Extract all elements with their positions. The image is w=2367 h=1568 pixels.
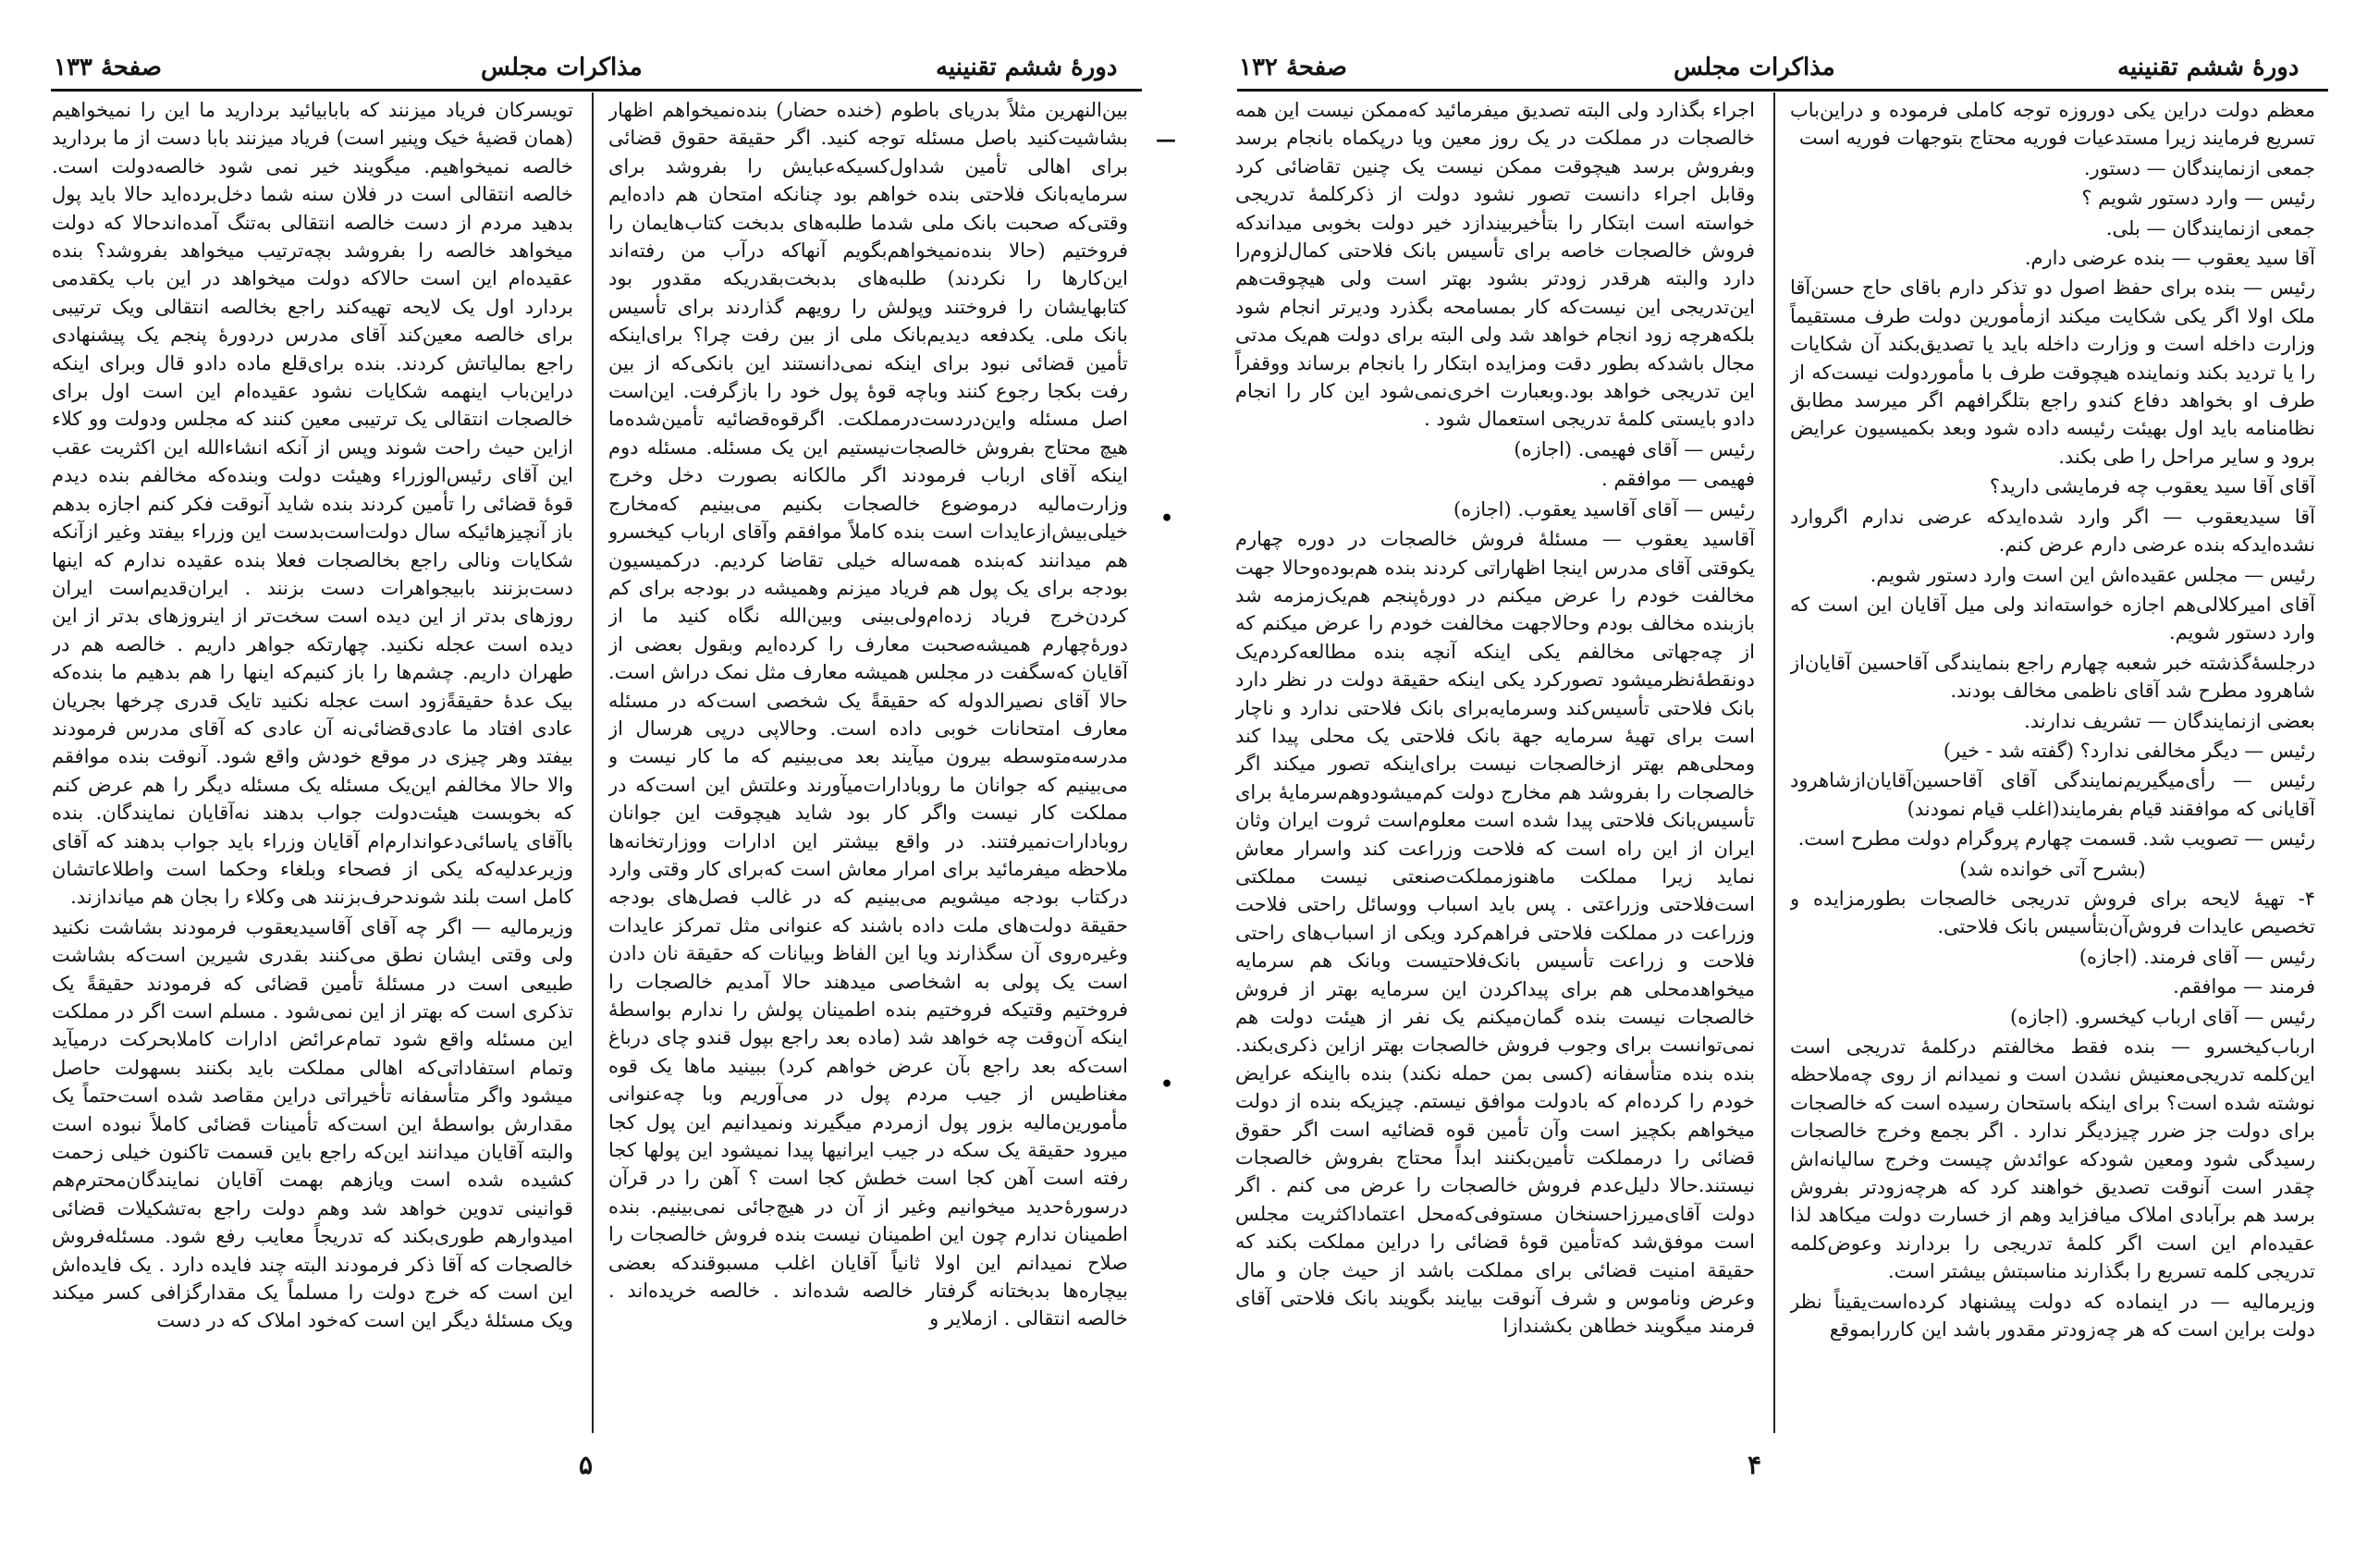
paragraph: درجلسهٔ‌گذشته خبر شعبه چهارم راجع بنمایندگی آقاحسین آقایان‌از شاهرود مطرح شد آقای ناظمی مخالف بودند. — [1790, 651, 2315, 703]
speaker-line: رئیس — دیگر مخالفی ندارد؟ (گفته شد - خیر) — [1943, 739, 2315, 762]
paragraph: ارباب‌کیخسرو — بنده فقط مخالفتم درکلمهٔ تدریجی است این‌کلمه تدریجی‌معنیش نشدن است و نمیدانم از روی چه‌ملاحظه نوشته شده است؟ برای اینکه باستحان رسیده است که خالصجات برای دولت جز ضرر چیزدیگر ندارد . اگر بجمع وخرج خالصجات رسیدگی شود ومعین شودکه عوائدش چیست وخرج سالیانه‌اش چقدر است آنوقت تصدیق خواهند کرد که هرچه‌زودتر بفروش برسد هم برآبادی املاک میافزاید وهم از خسارت دولت میکاهد لذا عقیده‌ام این است اگر کلمهٔ تدریجی را بردارند وعوض‌کلمه تدریجی کلمه تسریع را بگذارند مناسبتش بیشتر است. — [1790, 1035, 2315, 1283]
speaker-line: رئیس — آقای ارباب کیخسرو. (اجازه) — [2010, 1005, 2315, 1028]
speaker-line: رئیس — آقای فرمند. (اجازه) — [2079, 945, 2315, 968]
speaker-line: بعضی ازنمایندگان — تشریف ندارند. — [2024, 709, 2315, 732]
column-left — [52, 96, 573, 1427]
page-number-footer: ۴ — [1748, 1450, 1762, 1480]
paragraph: رئیس — بنده برای حفظ اصول دو تذکر دارم باقای حاج حسن‌آقا ملک اولا اگر یکی شکایت میکند ازمأمورین دولت طرف مستقیماً وزارت داخله است و وزارت داخله باید یا تصدیق‌بکند آن شکایات را یا تردید بکند ونماینده هیچوقت طرف با مأموردولت نیست‌که از طرف او بخواهد دفاع کندو راجع بتلگرافهم اگر میرسد مطابق نظامنامه باید اول بهیئت رئیسه داده شود وبعد بکمیسیون عرایض برود و سایر مراحل را طی بکند. — [1790, 276, 2315, 468]
agenda-item: ۴- تهیهٔ لایحه برای فروش تدریجی خالصجات بطورمزایده و تخصیص عایدات فروش‌آن‌بتأسیس بانک فلاحتی. — [1790, 887, 2315, 938]
page-number-header: صفحهٔ ۱۳۳ — [54, 54, 162, 81]
paragraph: آقاسید یعقوب — مسئلهٔ فروش خالصجات در دوره چهارم یکوقتی آقای مدرس اینجا اظهاراتی کردند بنده هم‌بوده‌وحالا جهت مخالفت خودم را عرض میکنم در دورهٔ‌پنجم هم‌یک‌زمزمه شد بازبنده مخالف بودم وحالاجهت مخالفت خودم را عرض میکنم که از چه‌جهاتی مخالفم یکی اینکه آنچه بنده مطالعه‌کردم‌یک دونقطهٔ‌نظرمیشود تصورکرد یکی اینکه حقیقة دولت در نظر دارد بانک فلاحتی تأسیس‌کند وسرمایه‌برای بانک فلاحتی ندارد و ناچار است برای تهیهٔ سرمایه جهة بانک فلاحتی یک محلی پیدا کند ومحلی‌هم بهتر ازخالصجات نیست برای‌اینکه تصور میکند اگر خالصجات را بفروشد هم مخارج دولت کم‌میشودوهم‌سرمایهٔ برای تأسیس‌بانک فلاحتی پیدا شده است معلوم‌است ثروت ایران وثان ایران از این راه است که فلاحت وزراعت کند واسرار معاش نماید زیرا مملکت ماهنوزمملکت‌صنعتی نیست مملکتی است‌فلاحتی وزراعتی . پس باید اسباب ووسائل راحتی فلاحت وزراعت در مملکت فلاحتی فراهم‌کرد ویکی از اسباب‌های راحتی فلاحت و زراعت تأسیس بانک‌فلاحتیست وبانک هم سرمایه میخواهدمحلی هم برای پیداکردن این سرمایه بهتر از فروش خالصجات نیست بنده گمان‌میکنم یک نفر از هیئت دولت هم نمی‌توانست برای وجوب فروش خالصجات بهتر ازاین ذکری‌بکند. بنده بنده متأسفانه (کسی بمن حمله نکند) بنده بااینکه عرایض خودم را کرده‌ام که بادولت موافق نیستم. چیزیکه بنده از دولت میخواهم بکچیز است وآن تأمین قوه قضائیه است اگر حقوق قضائی را درمملکت تأمین‌بکنند ابداً محتاج بفروش خالصجات نیستند.حالا دلیل‌عدم فروش خالصجات را عرض می کنم . اگر دولت آقای‌میرزاحسنخان مستوفی‌که‌محل اعتماد‌اکثریت مجلس است موفق‌شد که‌تأمین قوهٔ قضائی را دراین مملکت بکند که حقیقة امنیت قضائی برای مملکت باشد از حیث جان و مال وعرض وناموس و شرف آنوقت بیایند بگویند بانک فلاحتی آقای فرمند میگویند خطاهن بکشندازا — [1235, 528, 1755, 1338]
read-note: (بشرح آتی خوانده شد) — [1959, 857, 2146, 880]
column-right — [1790, 96, 2315, 1427]
paragraph: معظم دولت دراین یکی دوروزه توجه کاملی فرموده و دراین‌باب تسریع فرمایند زیرا مستدعیات فوریه محتاج بتوجهات فوریه است — [1790, 99, 2315, 150]
paragraph: اجراء بگذارد ولی البته تصدیق میفرمائید که‌ممکن نیست این همه خالصجات در مملکت در یک روز معین ویا درپکماه بانجام برسد وبفروش برسد هیچوقت ممکن نیست یک چنین تقاضائی کرد وقابل اجراء دانست تصور نشود دولت از ذکرکلمهٔ تدریجی خواسته است ابتکار را بتأخیربیندازد خیر دولت بخوبی میداند‌که فروش خالصجات خاصه برای تأسیس بانک فلاحتی کمال‌لزوم‌را دارد والبته هرقدر زودتر بشود بهتر است ولی هیچوقت‌هم این‌تدریجی این نیست‌که کار بمسامحه بگذرد ودیرتر انجام شود بلکه‌هرچه زود انجام خواهد شد ولی البته برای دولت هم‌یک مدتی مجال باشد‌که بطور دقت ومزایده ابتکار را بانجام برساند ووقفراً این تدریجی خواهد بود.وبعبارت اخری‌نمی‌شود این کار را انجام دادو بایستی کلمهٔ تدریجی استعمال شود . — [1235, 99, 1755, 431]
speaker-line: فهیمی — موافقم . — [1601, 468, 1755, 491]
paragraph: آقا سیدیعقوب — اگر وارد شده‌اید‌که عرضی ندارم اگروارد نشده‌اید‌که بنده عرضی دارم عرض کنم. — [1790, 505, 2315, 557]
page-title: مذاکرات مجلس — [1674, 54, 1835, 81]
speaker-line: جمعی ازنمایندگان — بلی. — [2105, 216, 2315, 239]
paragraph: تویسرکان فریاد میزنند که بابابیائید بردارید ما این را نمیخواهیم (همان قضیهٔ خیک وپنیر است) فریاد میزنند بابا دست از ما بردارید خالصه نمیخواهیم. میگویند خیر نمی شود خالصه‌دولت است. خالصه انتقالی است در فلان سنه شما دخل‌برده‌اید حالا باید پول بدهید مردم از دست خالصه انتقالی به‌تنگ آمده‌اند‌حالا که دولت میخواهد خالصه را بفروشد بچه‌ترتیب میخواهد بفروشد؟ بنده عقیده‌ام این است حالا‌که دولت میخواهد در این باب یکقدمی بردارد اول یک لایحه تهیه‌کند راجع بخالصه انتقالی ویک ترتیبی برای خالصه معین‌کند آقای مدرس دردورهٔ پنجم یک پیشنهادی راجع بمالیاتش کردند. بنده برای‌قلع ماده دادو قال وبرای اینکه دراین‌باب اینهمه شکایات نشود عقیده‌ام این است اول برای خالصجات انتقالی یک ترتیبی معین کنند که مجلس ودولت وو کلاء ازاین حیث راحت شوند وپس از آنکه انشاءالله این اکثریت عقب این آقای رئیس‌الوزراء وهیئت دولت وبنده‌که مخالفم بنده دیدم قوهٔ قضائی را تأمین کردند بنده شاید آنوقت فکر کنم اجازه بدهم باز آنچیزهائیکه سال دولت‌است‌بدست این وزراء بیفتد وغیر ازآنکه شکایات ونالی راجع بخالصجات فعلا بنده عقیده ندارم که ‌اینها دست‌بزنند بابیجواهرات دست بزنند . ایران‌قدیم‌است ایران روزهای بدتر از این دیده است سخت‌تر از اینروزهای بدتر از این دیده است عجله نکنید. چهارتکه جواهر داریم . خالصه هم در طهران داریم. چشم‌ها را باز کنیم‌که اینها را هم بدهیم ما بنده‌که بیک عدهٔ حقیقةً‌زود است عجله نکنید تایک قدری چرخها بجریان عادی افتاد ما عادی‌قضائی‌نه آن عادی که آقای مدرس فرمودند بیفتد وهر چیزی در موقع خودش واقع شود. آنوقت بنده موافقم والا حالا مخالفم این‌یک مسئله یک مسئله دیگر را هم عرض کنم که بخوبست هیئت‌دولت جواب بدهند نه‌آقایان نمایندگان. بنده باآقای یاسائی‌دعوا‌ندارم‌ام آقایان وزراء باید جواب بدهند که آقای وزیرعدلیه‌که یکی از فصحاء وبلغاء وحکما است واطلاعاتشان کامل است بلند شوند‌حرف‌بزنند ‌هی وکلاء را بجان هم میاندازند. — [52, 99, 573, 909]
binding-mark: — — [1156, 128, 1176, 152]
paragraph: بین‌النهرین مثلاً بدریای باطوم (خنده حضار) بنده‌نمیخواهم اظهار بشاشیت‌کنید باصل مسئله توجه کنید. اگر حقیقة حقوق قضائی برای اهالی تأمین شد‌اول‌کسیکه‌عبایش را بفروشد برای سرمایه‌بانک فلاحتی بنده خواهم بود چنانکه امتحان هم داده‌ایم وقتی‌که صحبت بانک ملی شد‌ما طلبه‌های بدبخت کتاب‌هایمان را فروختیم (حالا بنده‌نمیخواهم‌بگویم آنهاکه درآب من رفته‌اند این‌کارها را نکردند) طلبه‌های بدبخت‌بقدریکه مقدور بود کتابهایشان را فروختند وپولش را رویهم گذاردند برای تأسیس بانک ملی. یکدفعه دیدیم‌بانک ملی از بین رفت چرا؟ برای‌اینکه تأمین قضائی نبود برای اینکه نمی‌دانستند این بانکی‌که از بین رفت بکجا رجوع کنند وباچه قوهٔ پول خود را بازگرفت. این‌است اصل مسئله واین‌دردست‌درمملکت. اگرقوه‌قضائیه تأمین‌شده‌ما هیچ محتاج بفروش خالصجات‌نیستیم این یک مسئله. مسئله دوم اینکه آقای ارباب فرمودند اگر مالکانه بصورت دخل وخرج وزارت‌مالیه درموضوع خالصجات بکنیم می‌بینیم که‌مخارج خیلی‌بیش‌ازعایدات است بنده کاملاً موافقم وآقای ارباب کیخسرو هم میدانند که‌بنده همه‌ساله خیلی تقاضا کردیم. درکمیسیون بودجه برای یک پول هم فریاد میزنم وهمیشه در بودجه برای کم کردن‌خرج فریاد زده‌ام‌ولی‌بینی وبین‌الله نگاه کنید ما از دورهٔ‌چهارم همیشه‌صحبت معارف را کرده‌ایم وبقول بعضی از آقایان که‌سگفت در مجلس همیشه معارف مثل نمک دراش است. حالا آقای نصیرالدوله که حقیقةً یک شخصی است‌که در مسئله معارف امتحانات خوبی داده است. وحالاپی درپی هرسال از مدرسه‌متوسطه بیرون میآیند بعد می‌بینیم که ما کار نیست و می‌بینیم که جوانان ما روبادارات‌میآورند وعلتش این است‌که در مملکت کار نیست واگر کار بود شاید هیچوقت این جوانان روبادارات‌نمیرفتند. در واقع بیشتر این ادارات ووزارتخانه‌ها ملاحظه میفرمائید برای امرار معاش است که‌برای کار وقتی وارد درکتاب بودجه میشویم می‌بینیم که در غالب فصل‌های بودجه حقیقة دولت‌های ملت داده باشند که عنوانی مثل تمرکز عایدات وغیره‌روی آن سگذارند ویا این الفاظ وبیانات که حقیقة نان دادن است یک پولی به اشخاصی میدهند حالا آمدیم خالصجات را فروختیم وقتیکه فروختیم بنده اطمینان پولش را ندارم بواسطهٔ اینکه آن‌وقت چه خواهد شد (ماده بعد راجع بپول قندو چای درباغ است‌که بعد راجع بآن عرض خواهم کرد) ببینید ماها یک قوه مغناطیس از جیب مردم پول در می‌آوریم وبا چه‌عنوانی مأمورین‌مالیه بزور پول ازمردم میگیرند ونمیدانیم این پول کجا میرود حقیقة یک سکه در جیب ایرانیها پیدا نمیشود این پولها کجا رفته است آهن کجا است خطش کجا است ؟ آهن را در قرآن درسورهٔ‌حدید میخوانیم وغیر از آن در هیچ‌جائی نمی‌بینیم. بنده اطمینان ندارم چون این اطمینان نیست بنده فروش خالصجات را صلاح نمیدانم این اولا ثانیاً آقایان اغلب مسبوقند‌که بعضی بیچاره‌ها بدبختانه گرفتار خالصه شده‌اند . خالصه خریده‌اند . خالصه انتقالی . ازملایر و — [608, 99, 1128, 1330]
speaker-line: فرمند — موافقم. — [2173, 975, 2315, 998]
column-right — [608, 96, 1128, 1427]
paragraph: وزیرمالیه — اگر چه آقای آقاسیدیعقوب فرمودند بشاشت نکنید ولی وقتی ایشان نطق می‌کنند بقدری شیرین است‌که بشاشت طبیعی است در مسئلهٔ تأمین قضائی که فرمودند حقیقةً یک تذکری است که بهتر از این نمی‌شود . مسلم است اگر در مملکت این مسئله واقع شود تمام‌عرائض ادارات کاملا‌بحرکت درمیآید وتمام استفاداتی‌که اهالی مملکت باید بکنند بسهولت حاصل میشود واگر متأسفانه تأخیراتی دراین مقاصد شده است‌حتماً یک مقدارش بواسطهٔ این است‌که تأمینات قضائی کاملاً نبوده است والبته آقایان میدانند این‌که راجع باین قسمت تاکنون خیلی زحمت کشیده شده است ویازهم بهمت آقایان نمایندگان‌محترم‌هم قوانینی تدوین خواهد شد وهم دولت راجع به‌تشکیلات قضائی امیدوارهم طوری‌بکند که تدریجاً معایب رفع شود. مسئله‌فروش خالصجات که آقا ذکر فرمودند البته چند فایده دارد . یک فایده‌اش این است که خرج دولت را مسلماً یک مقدارگزافی کسر میکند ویک مسئلهٔ دیگر این است که‌خود املاک که در دست — [52, 915, 573, 1332]
binding-mark: • — [1160, 1072, 1174, 1096]
column-left — [1235, 96, 1755, 1427]
speaker-line: جمعی ازنمایندگان — دستور. — [2083, 156, 2315, 179]
speaker-line: رئیس — وارد دستور شویم ؟ — [2081, 187, 2315, 210]
page-number-header: صفحهٔ ۱۳۲ — [1239, 54, 1347, 81]
paragraph: وزیرمالیه — در اینماده که دولت پیشنهاد کرده‌است‌یقیناً نظر دولت براین است که هر چه‌زودتر مقدور باشد این کاررابموقع — [1790, 1290, 2315, 1341]
header-rule — [51, 89, 1142, 92]
page-number-footer: ۵ — [579, 1450, 594, 1480]
header-rule — [1237, 89, 2328, 92]
speaker-line: آقا سید یعقوب — بنده عرضی دارم. — [2024, 247, 2315, 270]
speaker-line: رئیس — آقای آقاسید یعقوب. (اجازه) — [1453, 497, 1755, 521]
paragraph: آقای امیرکلالی‌هم اجازه خواسته‌اند ولی میل آقایان این است که وارد دستور شویم. — [1790, 593, 2315, 644]
page-title: مذاکرات مجلس — [481, 54, 643, 81]
speaker-line: رئیس — آقای فهیمی. (اجازه) — [1514, 437, 1755, 460]
speaker-line: رئیس — تصویب شد. قسمت چهارم پروگرام دولت مطرح است. — [1797, 827, 2315, 851]
speaker-line: آقای آقا سید یعقوب چه فرمایشی دارید؟ — [1989, 475, 2315, 498]
paragraph: رئیس — رأی‌میگیریم‌نمایندگی آقای آقاحسین‌آقایان‌ازشاهرود آقایانی که موافقند قیام بفرمایند(اغلب قیام نمودند) — [1790, 769, 2315, 820]
speaker-line: رئیس — مجلس عقیده‌اش این است وارد دستور شویم. — [1870, 563, 2315, 586]
column-divider — [592, 92, 594, 1433]
page-132 — [1184, 0, 2367, 1568]
column-divider — [1773, 92, 1775, 1433]
session-header: دورهٔ ششم تقنینیه — [936, 54, 1118, 81]
binding-mark: • — [1160, 507, 1174, 531]
session-header: دورهٔ ششم تقنینیه — [2117, 54, 2300, 81]
